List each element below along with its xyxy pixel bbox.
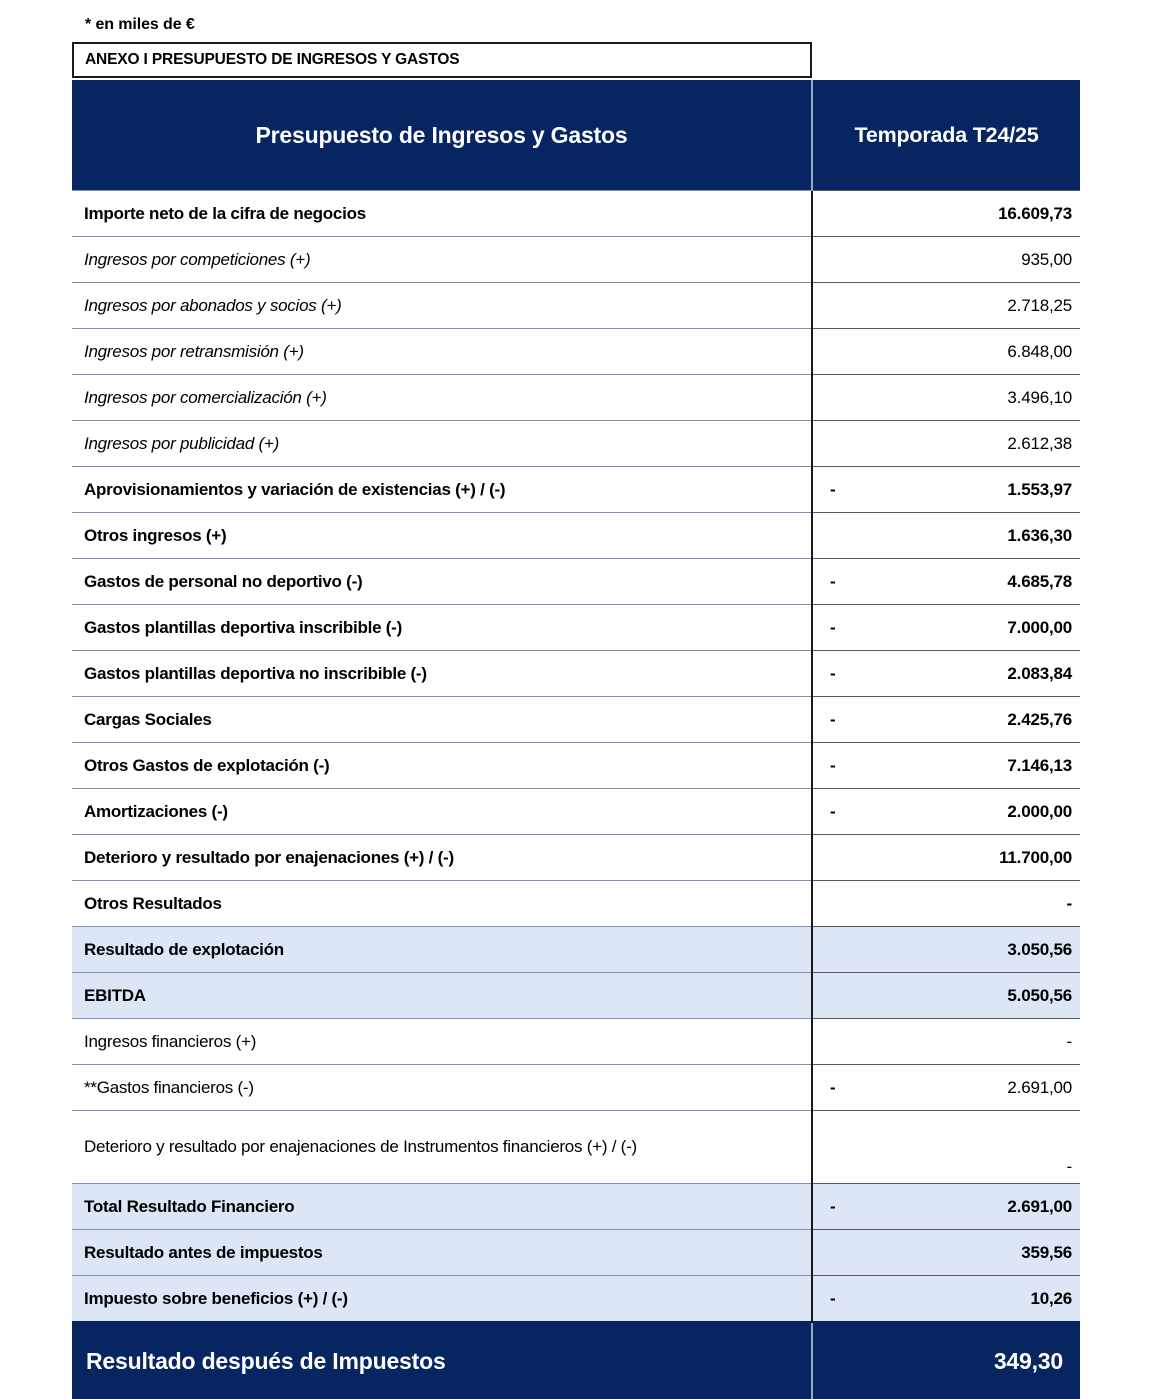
table-cell-label: Deterioro y resultado por enajenaciones de Instrumentos financieros (+) / (-) (72, 1111, 812, 1184)
table-row (72, 651, 1080, 697)
table-cell-value (812, 283, 1080, 329)
table-cell-value (812, 329, 1080, 375)
header-value-cell: Temporada T24/25 (812, 80, 1080, 191)
value-number: - (1066, 1031, 1072, 1051)
value-number: - (1066, 893, 1072, 913)
table-cell-label: Aprovisionamientos y variación de existencias (+) / (-) (72, 467, 812, 513)
table-cell-label: **Gastos financieros (-) (72, 1065, 812, 1111)
units-footnote: * en miles de € (85, 16, 195, 33)
table-total-row (72, 1322, 1080, 1399)
table-cell-label: Ingresos por comercialización (+) (72, 375, 812, 421)
table-cell-value (812, 467, 1080, 513)
value-number: 2.691,00 (1007, 1196, 1072, 1216)
table-row (72, 789, 1080, 835)
table-cell-value (812, 881, 1080, 927)
budget-table (72, 80, 1080, 1399)
table-cell-label: Gastos plantillas deportiva inscribible (-) (72, 605, 812, 651)
table-cell-label: Resultado antes de impuestos (72, 1230, 812, 1276)
value-number: 349,30 (993, 1347, 1063, 1374)
value-number: 16.609,73 (998, 203, 1072, 223)
table-cell-value (812, 927, 1080, 973)
value-number: 3.050,56 (1007, 939, 1072, 959)
value-number: 10,26 (1030, 1288, 1072, 1308)
table-row (72, 973, 1080, 1019)
value-number: 6.848,00 (1007, 341, 1072, 361)
table-row (72, 881, 1080, 927)
table-row (72, 927, 1080, 973)
table-cell-label: Gastos plantillas deportiva no inscribible (-) (72, 651, 812, 697)
anexo-title-box (72, 42, 812, 78)
table-cell-value (812, 421, 1080, 467)
anexo-title-text: ANEXO I PRESUPUESTO DE INGRESOS Y GASTOS (85, 51, 460, 68)
table-cell-label: Ingresos financieros (+) (72, 1019, 812, 1065)
value-number: 4.685,78 (1007, 571, 1072, 591)
negative-sign: - (830, 756, 836, 775)
table-row (72, 283, 1080, 329)
negative-sign: - (830, 664, 836, 683)
table-row (72, 605, 1080, 651)
value-number: 2.000,00 (1007, 801, 1072, 821)
table-cell-label: EBITDA (72, 973, 812, 1019)
table-cell-value (812, 697, 1080, 743)
value-number: 7.000,00 (1007, 617, 1072, 637)
value-number: 2.425,76 (1007, 709, 1072, 729)
table-row (72, 1230, 1080, 1276)
table-cell-label: Total Resultado Financiero (72, 1184, 812, 1230)
table-cell-value (812, 191, 1080, 237)
negative-sign: - (830, 710, 836, 729)
table-cell-label: Otros ingresos (+) (72, 513, 812, 559)
value-number: 7.146,13 (1007, 755, 1072, 775)
value-number: 2.691,00 (1007, 1077, 1072, 1097)
table-cell-label: Cargas Sociales (72, 697, 812, 743)
table-row (72, 1184, 1080, 1230)
table-cell-value (812, 1065, 1080, 1111)
table-cell-label: Resultado de explotación (72, 927, 812, 973)
value-number: 1.636,30 (1007, 525, 1072, 545)
table-cell-label: Otros Resultados (72, 881, 812, 927)
table-row (72, 191, 1080, 237)
value-number: 5.050,56 (1007, 985, 1072, 1005)
table-cell-value (812, 1111, 1080, 1184)
table-cell-value (812, 1019, 1080, 1065)
negative-sign: - (830, 572, 836, 591)
table-row (72, 835, 1080, 881)
table-row (72, 421, 1080, 467)
table-cell-label: Otros Gastos de explotación (-) (72, 743, 812, 789)
table-cell-value (812, 513, 1080, 559)
table-cell-label: Deterioro y resultado por enajenaciones (+) / (-) (72, 835, 812, 881)
table-cell-value (812, 835, 1080, 881)
table-row (72, 743, 1080, 789)
table-row (72, 1276, 1080, 1323)
table-cell-value (812, 743, 1080, 789)
budget-table-body (72, 80, 1080, 1399)
total-label-cell: Resultado después de Impuestos (72, 1322, 812, 1399)
table-cell-value (812, 375, 1080, 421)
value-number: 1.553,97 (1007, 479, 1072, 499)
value-number: 2.612,38 (1007, 433, 1072, 453)
table-cell-value (812, 651, 1080, 697)
table-cell-label: Ingresos por publicidad (+) (72, 421, 812, 467)
table-row (72, 697, 1080, 743)
table-row (72, 375, 1080, 421)
table-cell-value (812, 973, 1080, 1019)
table-cell-label: Importe neto de la cifra de negocios (72, 191, 812, 237)
value-number: 11.700,00 (999, 847, 1072, 867)
negative-sign: - (830, 1078, 836, 1097)
table-cell-value (812, 789, 1080, 835)
table-cell-value (812, 605, 1080, 651)
value-number: 2.718,25 (1007, 295, 1072, 315)
table-cell-label: Ingresos por abonados y socios (+) (72, 283, 812, 329)
table-row (72, 1111, 1080, 1184)
table-cell-value (812, 559, 1080, 605)
table-header-row (72, 80, 1080, 191)
table-cell-label: Impuesto sobre beneficios (+) / (-) (72, 1276, 812, 1323)
table-cell-value (812, 1230, 1080, 1276)
value-number: 935,00 (1021, 249, 1072, 269)
table-cell-value (812, 1276, 1080, 1323)
value-number: 2.083,84 (1007, 663, 1072, 683)
negative-sign: - (830, 802, 836, 821)
table-row (72, 559, 1080, 605)
negative-sign: - (830, 1289, 836, 1308)
value-number: - (1066, 1157, 1072, 1176)
table-cell-label: Amortizaciones (-) (72, 789, 812, 835)
negative-sign: - (830, 618, 836, 637)
table-row (72, 513, 1080, 559)
table-cell-label: Ingresos por competiciones (+) (72, 237, 812, 283)
negative-sign: - (830, 480, 836, 499)
table-cell-value (812, 237, 1080, 283)
total-value-cell (812, 1322, 1080, 1399)
table-cell-label: Ingresos por retransmisión (+) (72, 329, 812, 375)
negative-sign: - (830, 1197, 836, 1216)
value-number: 3.496,10 (1007, 387, 1072, 407)
table-row (72, 237, 1080, 283)
table-row (72, 329, 1080, 375)
value-number: 359,56 (1021, 1242, 1072, 1262)
table-row (72, 467, 1080, 513)
table-row (72, 1065, 1080, 1111)
table-row (72, 1019, 1080, 1065)
header-label-cell: Presupuesto de Ingresos y Gastos (72, 80, 812, 191)
table-cell-value (812, 1184, 1080, 1230)
table-cell-label: Gastos de personal no deportivo (-) (72, 559, 812, 605)
